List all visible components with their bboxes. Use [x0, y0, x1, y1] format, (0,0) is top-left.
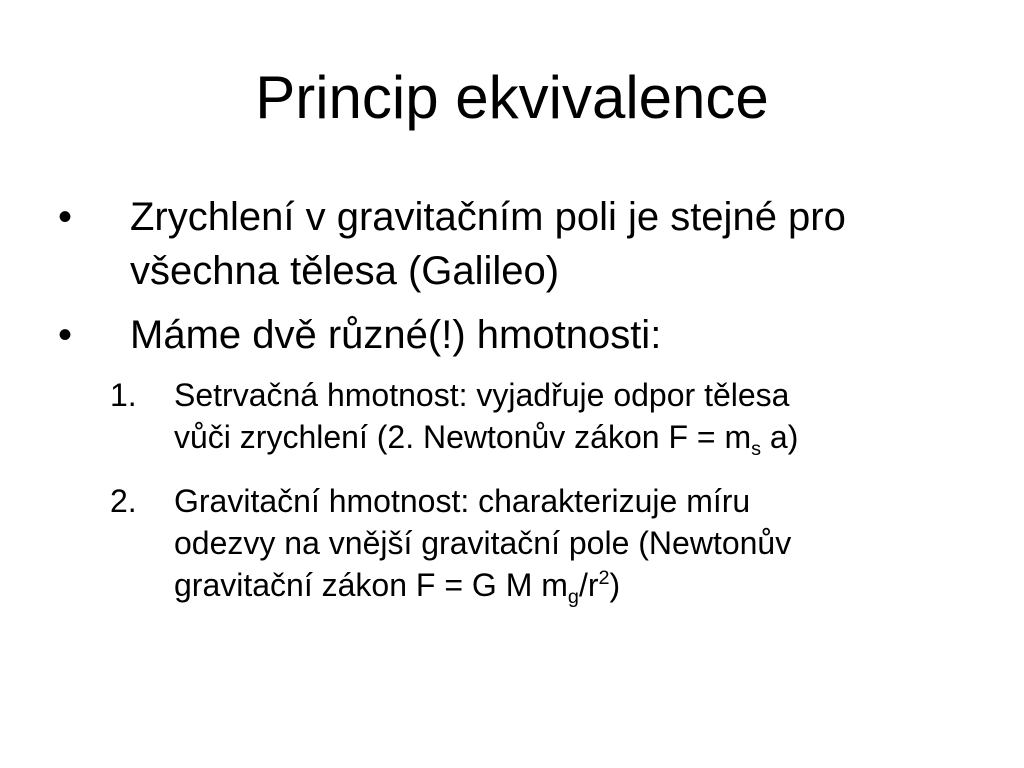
list-number: 2.: [110, 483, 137, 519]
numbered-line: odezvy na vnější gravitační pole (Newtonův: [174, 525, 792, 561]
superscript: 2: [598, 567, 610, 590]
list-number: 1.: [110, 377, 137, 413]
bullet-marker: •: [58, 195, 73, 239]
subscript: s: [751, 437, 762, 460]
text-segment: ): [609, 567, 621, 603]
subscript: g: [567, 585, 579, 608]
bullet-text: [130, 190, 990, 298]
bullet-line: Máme dvě různé(!) hmotnosti:: [130, 313, 662, 357]
slide-title: Princip ekvivalence: [255, 64, 769, 131]
numbered-line: [174, 564, 974, 606]
bullet-line: všechna tělesa (Galileo): [130, 249, 560, 293]
numbered-line: Setrvačná hmotnost: vyjadřuje odpor tělesa: [174, 377, 790, 413]
text-segment: gravitační zákon F = G M m: [174, 567, 568, 603]
numbered-line: [174, 416, 974, 458]
bullet-marker: •: [58, 313, 73, 357]
bullet-text: [130, 308, 990, 362]
text-segment: vůči zrychlení (2. Newtonův zákon F = m: [174, 419, 752, 455]
numbered-line: Gravitační hmotnost: charakterizuje míru: [174, 483, 751, 519]
text-segment: /r: [578, 567, 599, 603]
bullet-line: Zrychlení v gravitačním poli je stejné pro: [130, 195, 846, 239]
text-segment: a): [761, 419, 799, 455]
numbered-text: [174, 480, 974, 606]
numbered-text: [174, 374, 974, 458]
